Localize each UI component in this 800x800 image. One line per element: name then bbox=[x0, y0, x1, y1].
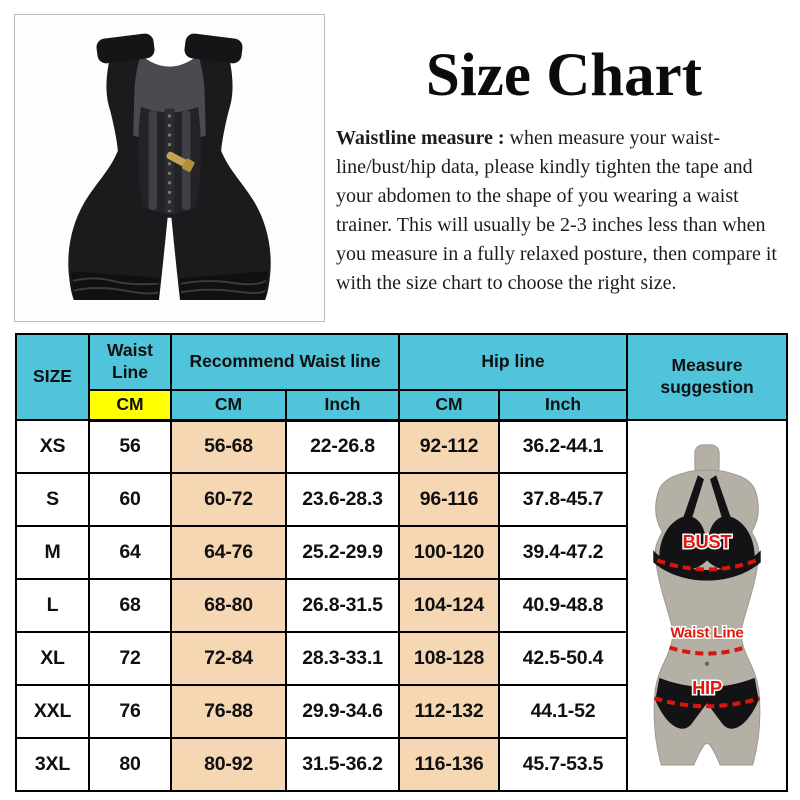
unit-recommend-inch: Inch bbox=[286, 390, 399, 420]
hip-inch-cell: 39.4-47.2 bbox=[499, 526, 627, 579]
recommend-cm-cell: 60-72 bbox=[171, 473, 286, 526]
recommend-cm-cell: 76-88 bbox=[171, 685, 286, 738]
recommend-cm-cell: 68-80 bbox=[171, 579, 286, 632]
size-cell: XS bbox=[16, 420, 89, 473]
recommend-cm-cell: 64-76 bbox=[171, 526, 286, 579]
recommend-cm-cell: 80-92 bbox=[171, 738, 286, 791]
hip-cm-cell: 104-124 bbox=[399, 579, 499, 632]
waist-line-label: Waist Line bbox=[670, 623, 744, 641]
recommend-inch-cell: 23.6-28.3 bbox=[286, 473, 399, 526]
size-table bbox=[15, 333, 788, 792]
navel-dot bbox=[705, 661, 709, 665]
recommend-inch-cell: 25.2-29.9 bbox=[286, 526, 399, 579]
waist-cm-cell: 60 bbox=[89, 473, 171, 526]
col-header-waist-line: Waist Line bbox=[89, 334, 171, 390]
recommend-inch-cell: 28.3-33.1 bbox=[286, 632, 399, 685]
recommend-inch-cell: 22-26.8 bbox=[286, 420, 399, 473]
intro-lead: Waistline measure : bbox=[336, 127, 505, 150]
hip-inch-cell: 40.9-48.8 bbox=[499, 579, 627, 632]
unit-recommend-cm: CM bbox=[171, 390, 286, 420]
shapewear-bodysuit-illustration bbox=[15, 15, 324, 321]
unit-waist-cm: CM bbox=[89, 390, 171, 420]
size-cell: 3XL bbox=[16, 738, 89, 791]
col-header-measure-suggestion: Measure suggestion bbox=[627, 334, 787, 420]
recommend-inch-cell: 31.5-36.2 bbox=[286, 738, 399, 791]
hip-inch-cell: 36.2-44.1 bbox=[499, 420, 627, 473]
waist-cm-cell: 68 bbox=[89, 579, 171, 632]
hip-inch-cell: 37.8-45.7 bbox=[499, 473, 627, 526]
waist-cm-cell: 56 bbox=[89, 420, 171, 473]
hip-cm-cell: 112-132 bbox=[399, 685, 499, 738]
hip-inch-cell: 44.1-52 bbox=[499, 685, 627, 738]
col-header-size: SIZE bbox=[16, 334, 89, 420]
waist-cm-cell: 64 bbox=[89, 526, 171, 579]
recommend-cm-cell: 72-84 bbox=[171, 632, 286, 685]
intro-body: when measure your waist-line/bust/hip data, please kindly tighten the tape and your abdomen to the shape of you wearing a waist trainer. This will usually be 2-3 inches less than when you measure in a fully relaxed posture, then compare it with the size chart to choose the right size. bbox=[336, 127, 777, 295]
size-cell: XXL bbox=[16, 685, 89, 738]
size-cell: M bbox=[16, 526, 89, 579]
recommend-inch-cell: 29.9-34.6 bbox=[286, 685, 399, 738]
hip-inch-cell: 42.5-50.4 bbox=[499, 632, 627, 685]
hip-cm-cell: 96-116 bbox=[399, 473, 499, 526]
hip-cm-cell: 92-112 bbox=[399, 420, 499, 473]
size-cell: S bbox=[16, 473, 89, 526]
unit-hip-inch: Inch bbox=[499, 390, 627, 420]
col-header-hip-line: Hip line bbox=[399, 334, 627, 390]
bust-label: BUST bbox=[682, 530, 732, 552]
size-cell: XL bbox=[16, 632, 89, 685]
unit-hip-cm: CM bbox=[399, 390, 499, 420]
recommend-inch-cell: 26.8-31.5 bbox=[286, 579, 399, 632]
product-photo bbox=[14, 14, 325, 322]
size-cell: L bbox=[16, 579, 89, 632]
hip-cm-cell: 108-128 bbox=[399, 632, 499, 685]
hip-inch-cell: 45.7-53.5 bbox=[499, 738, 627, 791]
table-row-xs bbox=[16, 420, 787, 473]
col-header-recommend-waist: Recommend Waist line bbox=[171, 334, 399, 390]
waist-cm-cell: 76 bbox=[89, 685, 171, 738]
waist-cm-cell: 72 bbox=[89, 632, 171, 685]
hip-cm-cell: 100-120 bbox=[399, 526, 499, 579]
page-title: Size Chart bbox=[425, 42, 703, 109]
header-section bbox=[336, 44, 792, 298]
intro-paragraph bbox=[336, 124, 792, 298]
measure-suggestion-figure bbox=[627, 420, 787, 791]
recommend-cm-cell: 56-68 bbox=[171, 420, 286, 473]
hip-label: HIP bbox=[692, 676, 722, 698]
waist-cm-cell: 80 bbox=[89, 738, 171, 791]
measurement-torso-illustration bbox=[631, 434, 783, 786]
hip-cm-cell: 116-136 bbox=[399, 738, 499, 791]
